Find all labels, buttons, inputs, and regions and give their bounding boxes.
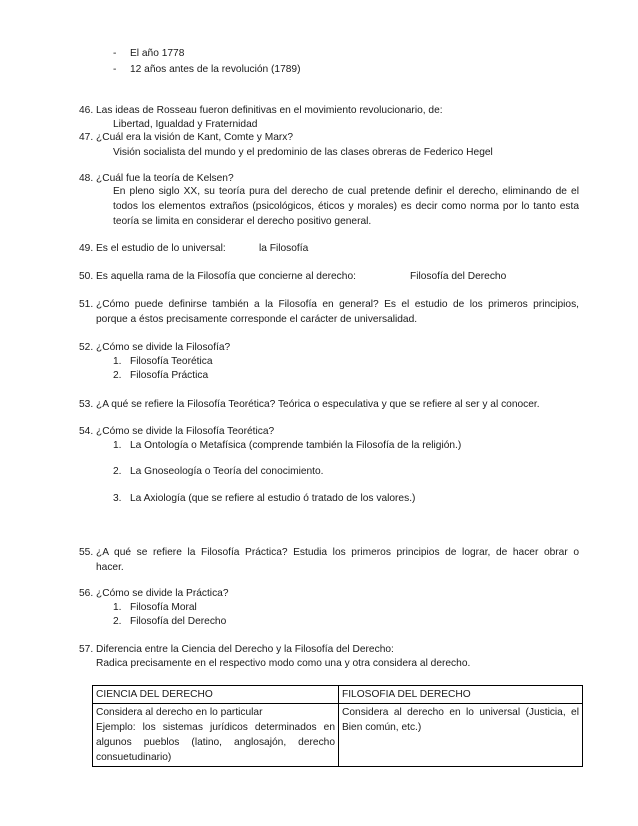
list-item: La Ontología o Metafísica (comprende también la Filosofía de la religión.) (130, 440, 462, 451)
question-text: ¿Cómo se divide la Filosofía? (96, 342, 231, 353)
item-number: 2. (113, 466, 122, 477)
question-text: ¿Cuál fue la teoría de Kelsen? (96, 173, 234, 184)
question-line: ¿Cómo puede definirse también a la Filosofía en general? Es el estudio de los primeros principios, (96, 299, 579, 310)
list-item: Filosofía Teorética (130, 356, 213, 367)
question-number: 49. (79, 243, 94, 254)
item-number: 2. (113, 370, 122, 381)
question-number: 50. (79, 271, 94, 282)
dash-marker: - (113, 48, 117, 59)
list-item: 12 años antes de la revolución (1789) (130, 64, 301, 75)
answer-text: la Filosofía (259, 243, 309, 254)
answer-line: teoría se limita en considerar el derecho positivo general. (113, 216, 372, 227)
answer-text: Visión socialista del mundo y el predominio de las clases obreras de Federico Hegel (113, 147, 493, 158)
list-item: Filosofía Práctica (130, 370, 209, 381)
question-text: Es aquella rama de la Filosofía que concierne al derecho: (96, 271, 356, 282)
list-item: Filosofía del Derecho (130, 616, 227, 627)
item-number: 1. (113, 602, 122, 613)
cell-line: Ejemplo: los sistemas jurídicos determinados en algunos pueblos (latino, anglosajón, derecho consuetudinario) (96, 722, 335, 763)
question-text: ¿Cómo se divide la Filosofía Teorética? (96, 426, 275, 437)
question-text: ¿Cuál era la visión de Kant, Comte y Marx? (96, 132, 294, 143)
answer-line: todos los elementos extraños (psicológicos, éticos y morales) es decir como norma por lo tanto esta (113, 201, 579, 212)
answer-text: Libertad, Igualdad y Fraternidad (113, 119, 258, 130)
item-number: 1. (113, 356, 122, 367)
list-item: La Axiología (que se refiere al estudio ó tratado de los valores.) (130, 493, 416, 504)
table-header-cell: CIENCIA DEL DERECHO (93, 686, 339, 704)
question-number: 48. (79, 173, 94, 184)
answer-line: En pleno siglo XX, su teoría pura del derecho de cual pretende definir el derecho, eliminando de el (113, 186, 579, 197)
list-item: Filosofía Moral (130, 602, 197, 613)
question-number: 47. (79, 132, 94, 143)
comparison-table (92, 685, 583, 767)
question-text: ¿Cómo se divide la Práctica? (96, 588, 229, 599)
question-number: 52. (79, 342, 94, 353)
question-text: Las ideas de Rosseau fueron definitivas en el movimiento revolucionario, de: (96, 105, 443, 116)
table-cell-filosofia: Considera al derecho en lo universal (Justicia, el Bien común, etc.) (339, 704, 583, 767)
answer-text: Filosofía del Derecho (410, 271, 507, 282)
cell-line: Considera al derecho en lo particular (96, 707, 263, 718)
question-line: hacer. (96, 562, 124, 573)
answer-text: Radica precisamente en el respectivo modo como una y otra considera al derecho. (96, 658, 471, 669)
question-text: Es el estudio de lo universal: (96, 243, 226, 254)
dash-marker: - (113, 64, 117, 75)
question-number: 55. (79, 547, 94, 558)
question-number: 46. (79, 105, 94, 116)
item-number: 2. (113, 616, 122, 627)
item-number: 3. (113, 493, 122, 504)
table-header-cell: FILOSOFIA DEL DERECHO (339, 686, 583, 704)
table-row (93, 704, 583, 767)
list-item: El año 1778 (130, 48, 185, 59)
item-number: 1. (113, 440, 122, 451)
question-number: 51. (79, 299, 94, 310)
question-number: 53. (79, 399, 94, 410)
question-line: ¿A qué se refiere la Filosofía Práctica? Estudia los primeros principios de lograr, de hacer obrar o (96, 547, 579, 558)
question-number: 54. (79, 426, 94, 437)
table-cell-ciencia (93, 704, 339, 767)
question-number: 56. (79, 588, 94, 599)
list-item: La Gnoseología o Teoría del conocimiento. (130, 466, 324, 477)
table-header-row (93, 686, 583, 704)
question-text: ¿A qué se refiere la Filosofía Teorética? Teórica o especulativa y que se refiere al ser y al conocer. (96, 399, 540, 410)
question-number: 57. (79, 644, 94, 655)
question-text: Diferencia entre la Ciencia del Derecho y la Filosofía del Derecho: (96, 644, 394, 655)
question-line: porque a éstos precisamente corresponde el carácter de universalidad. (96, 314, 418, 325)
